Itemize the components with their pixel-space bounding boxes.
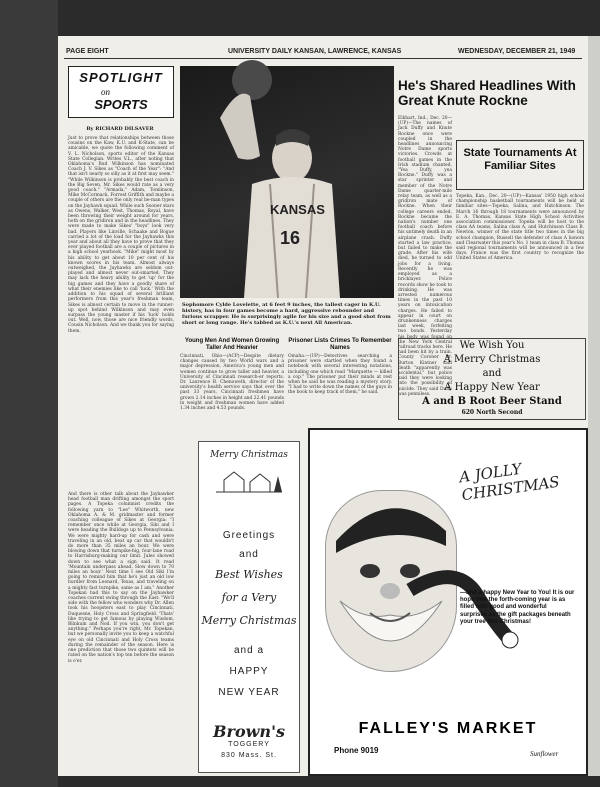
spotlight-logo (68, 66, 174, 118)
falleys-market-ad (308, 428, 588, 776)
browns-happy: HAPPY (229, 666, 269, 677)
spotlight-byline: By RICHARD DILSAVER (86, 126, 154, 132)
ad-line-3: and (482, 368, 502, 379)
browns-address: 830 Mass. St. (221, 752, 277, 759)
jersey-text: KANSAS (270, 202, 325, 217)
left-gutter (0, 0, 58, 787)
browns-merry: Merry Christmas (201, 614, 297, 627)
spotlight-body-continued: And there is other talk about the Jayhawker head football man drifting amongst the sport pages. A Topeka columnist credits the following yarn to "Lee" Whitworth, new Oklahoma A. & M. gridmaster and former coaching colleague of Sikes at Georgia: "I remember once while at Georgia, Siki and I were heading the Bulldogs up to Pennsylvania. We were mighty hard-up for cash and were traveling in an old, beat up car that wouldn't do more than 35 miles an hour. We were blowing down that turnpike-big, four-lane road to Harrisburg-making our limit. Jules showed down to see what a sign said. It read 'Mountain underpass ahead. Slow down to 70 miles an hour.' Next time I see Old Siki I'm going to remind him that he's just an old low hurdler from Leonard, Texas, and traveling on a mighty fast turnpike, same as I am." Another Topekan had this to say on the Jayhawker coaches current swing through the East: "We'll side with the fellow who wonders why Dr. Allen took his hoopsters east to play Cincinnati, Duquesne, Holy Cross and Springfield. 'Thats' like trying to get famous by playing Wisdom, Blinkum and Nod. If you win, you don't get anything." Perhaps you're right, Mr. Topekan, but we personally invite you to keep a watchful eye on old Cincinnati and Holy Cross teams during the remainder of the season. Here is one prediction that those two quintets will be rated on the nation's top ten before the season is o'er. (68, 492, 174, 664)
player-illustration (180, 66, 394, 298)
page-number: PAGE EIGHT (66, 48, 109, 55)
falleys-market-name: FALLEY'S MARKET (358, 720, 538, 737)
jolly-christmas-text: A JOLLY CHRISTMAS (458, 459, 561, 505)
browns-toggery: TOGGERY (228, 741, 270, 748)
young-men-headline: Young Men And Women Growing Taller And Heavier (184, 338, 280, 351)
browns-best: Best Wishes (215, 568, 283, 581)
photo-caption: Sophomore Cylde Lovelette, at 6 feet 9 inches, the tallest cager in K.U. history, has in four games become a hard, aggressive rebounder and furious scrapper. He is surprisingly agile for his size and a good shot from short or long range. He's tabbed as K.U.'s next All American. (182, 302, 391, 326)
page-header (58, 36, 588, 58)
root-beer-ad (398, 338, 586, 420)
browns-top: Merry Christmas (210, 450, 288, 460)
tournaments-body: Topeka, Kan., Dec. 20—(UP)—Kansas' 1950 high school championship basketball tournaments will be held at familiar sites—Topeka, Salina, and Hutchinson. The March 16 through 18 tournaments were announced by E. A. Thomas, Kansas State High School Activities association commissioner. Topeka will be host to the class AA teams, Salina class A, and Hutchinson Class B. Newton, winner of the state title two times in the big school champion, Russell the defender of class A honors and Clearwater this year's No. 1 team in class B. Thomas said regional tournaments will be announced in a few days. France was the first country to recognize the United States of America. (456, 194, 584, 262)
browns-for-very: for a Very (221, 591, 277, 604)
ad-line-2: A Merry Christmas (443, 354, 541, 365)
prisoner-body: Omaha.—(UP)—Detectives searching a prisoner were startled when they found a notebook with several interesting notations, including one which read "Marquette — killed a cop." The prisoner put their minds at rest when he said he was reading a mystery story. "I had to write down the names of the guys in the book to keep track of them," he said. (288, 354, 392, 396)
rockne-body: Elkhart, Ind., Dec. 20—(UP)—The names of Jack Duffy and Knute Rockne once were coupled in the headlines announcing Notre Dame sports victories. Crowds at football games in the Irish stadium chanted, "Yea Duffy, yea Rockne." Duffy was a star sprinter and member of the Notre Dame quarter-mile relay team, as well as a gridiron mate of Rockne. When their college careers ended, Rockne became the nation's number one football coach before his untimely death in an airplane crash. Duffy started a law practice, but failed to make the grade. After his wife died, he turned to odd jobs for a living. Recently he was employed as a bricklayer. Police records show he took to drinking. He was arrested numerous times in the past 10 years on intoxication charges. He failed to appear in court on drunkenness charges last week, forfeiting two bonds. Yesterday his body was found on the New York Central railroad tracks here. He had been hit by a train. County Coroner Dr. Burton Kintner said death "apparently was accidental," but police said they were looking into the possibility of suicide. They said Duffy was penniless. (398, 116, 452, 397)
adjacent-page-edge (588, 36, 600, 776)
ad-line-5: A and B Root Beer Stand (422, 396, 562, 407)
sports-word: SPORTS (94, 97, 148, 112)
young-men-body: Cincinnati, Ohio—(ACP)—Despite dietary changes caused by two World wars and a major depression, America's young men and women continue to grow taller and heavier, a University of Cincinnati research-er reports. Dr. Laurence B. Chenoweth, director of the university's health service says that over the past 33 years, Cincinnati freshmen have grown 2.14 inches in height and 22.41 pounds in weight and freshman women have added 1.34 inches and 4.53 pounds. (180, 354, 284, 412)
jersey-number: 16 (280, 228, 301, 248)
paper-name: UNIVERSITY DAILY KANSAN, LAWRENCE, KANSAS (228, 48, 402, 55)
falley-phone: Phone 9019 (334, 746, 379, 755)
browns-and: and (239, 549, 259, 560)
basketball-player-photo (180, 66, 394, 298)
browns-toggery-ad (198, 441, 300, 773)
prisoner-headline: Prisoner Lists Crimes To Remember Names (288, 338, 392, 351)
issue-date: WEDNESDAY, DECEMBER 21, 1949 (458, 48, 576, 55)
spotlight-body: Just to prove that relationships between those cousins on the Kaw, K.U. and K-State, can be amicable, we quote the following comment of V. L. Nicholson, sports editor of the Kansas State Collegian. Writes V.L., after noting that Oklahoma's Bud Wilkinson has nominated Coach J. V. Sikes as "Coach of the Year": "And that isn't nearly so silly as it at first may seem." "While Wilkinson is probably the best coach in the Big Seven, Mr. Sikes would rate as a very good coach." "Armada," Adam, Tomlinson, Mike McCormack, Forrest Griffith and maybe a couple of others are the only real be-man types on the Jayhawk squad. While such Sooner stars as Owens, Walker, West, Thomas, Royal, have been throwing their weight around for years, both on the gridiron and in the headlines. They were made to make Sikes' "boys" look very bad. Players like Linville, Schaake and Bogue carried a lot of the load for the Jayhawks this year and about all they have to prove that they ever played football are a couple of pictures in a high school yearbook. "Mike" might most by his ability to get about 10 per cent of his known scores in his team. Almost always outweighed, the Jayhawks are seldom out-played and almost never out-smarted. They may lack the heavy ability to get 'up' for the big games and they have a goodly share of what their enemies like to call 'luck.' With the addition to his squad of several brilliant performers from this year's freshman team, Sikes is almost certain to move in the runner-up spot behind Wilkinson and may even surpass the young master if his 'luck' holds out. Well, now, those are nice friendly words, Cousin Nicholson. And we thank you for saying them. (68, 136, 175, 334)
header-rule (64, 58, 582, 59)
browns-greetings: Greetings (222, 530, 276, 541)
on-word: on (101, 87, 110, 97)
browns-brand: Brown's (213, 722, 285, 741)
tournaments-headline: State Tournaments At Familiar Sites (456, 140, 584, 190)
ad-address: 620 North Second (461, 409, 523, 416)
ad-line-4: A Happy New Year (444, 382, 540, 393)
rockne-headline: He's Shared Headlines With Great Knute Rockne (398, 78, 576, 108)
sunflower-label: Sunflower (530, 750, 559, 758)
browns-new-year: NEW YEAR (218, 687, 280, 698)
falley-promo-text: —and a happy New Year to You! It is our hope that the forth-coming year is as filled with good and wonderful surprises as the gift packages beneath your tree this Christmas! (460, 590, 575, 625)
browns-and-a: and a (233, 645, 265, 656)
newspaper-page (58, 36, 588, 776)
spotlight-word: SPOTLIGHT (79, 70, 163, 85)
ad-line-1: We Wish You (459, 340, 525, 351)
snowy-village-icon (214, 462, 284, 496)
